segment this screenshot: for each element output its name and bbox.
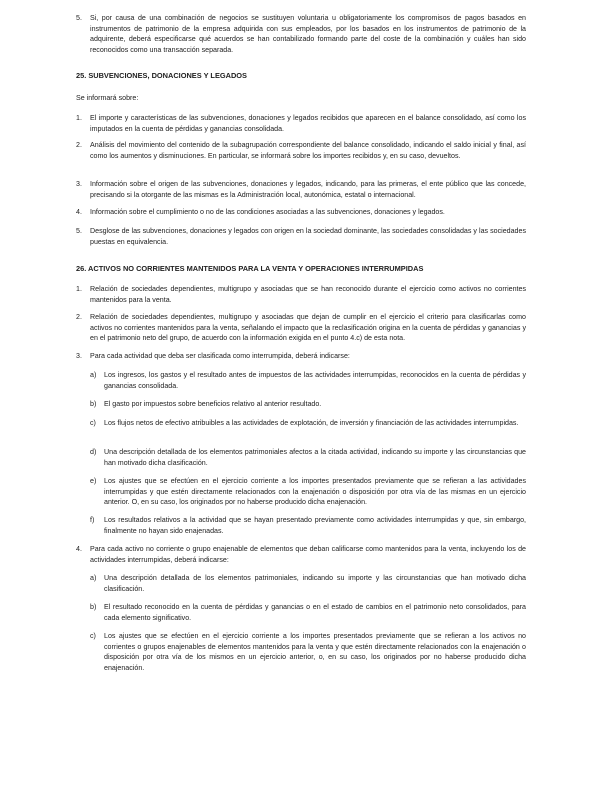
item-text: Desglose de las subvenciones, donaciones y legados con origen en la sociedad dominante, las sociedades consolidadas y las sociedades puestas en equivalencia. [90,227,526,246]
section-heading-26: 26. ACTIVOS NO CORRIENTES MANTENIDOS PARA LA VENTA Y OPERACIONES INTERRUMPIDAS [76,264,424,273]
subitem-letter: e) [90,477,97,485]
subitem-letter: a) [90,371,97,379]
item-text: Análisis del movimiento del contenido de la subagrupación correspondiente del balance consolidado, indicando el saldo inicial y final, así como los aumentos y disminuciones. En particular, se informará sobre los importes recibidos y, en su caso, devueltos. [90,141,526,160]
item-text: Relación de sociedades dependientes, multigrupo y asociadas que dejan de cumplir en el ejercicio el criterio para clasificarlas como activos no corrientes mantenidos para la venta, señalando el impacto que la reclasificación origina en la cuenta de pérdidas y ganancias y en el patrimonio neto del grupo, de acuerdo con la información exigida en el punto 4.c) de esta nota. [90,313,526,342]
item-text: Para cada actividad que deba ser clasificada como interrumpida, deberá indicarse: [90,352,350,360]
item-text: Para cada activo no corriente o grupo enajenable de elementos que deban calificarse como mantenidos para la venta, incluyendo los de actividades interrumpidas, deberá indicarse: [90,545,526,564]
subitem-text: Los flujos netos de efectivo atribuibles a las actividades de explotación, de inversión y financiación de las actividades interrumpidas. [104,419,519,427]
item-number: 5. [76,14,82,22]
subitem-letter: b) [90,603,97,611]
item-number: 3. [76,352,82,360]
subitem-text: Los resultados relativos a la actividad que se hayan presentado previamente como actividades interrumpidas y que, sin embargo, finalmente no hayan sido enajenadas. [104,516,526,535]
item-number: 4. [76,545,82,553]
item-number: 4. [76,208,82,216]
subitem-letter: b) [90,400,97,408]
subitem-text: Los ajustes que se efectúen en el ejercicio corriente a los importes presentados previamente que se refieran a los activos no corrientes o grupos enajenables de elementos mantenidos para la venta y que estén directamente relacionados con la enajenación o disposición por otra vía de los mismos en un ejercicio anterior, o, en su caso, los originados por no haberse producido dicha enajenación. [104,632,526,672]
subitem-letter: c) [90,419,96,427]
subitem-text: Los ajustes que se efectúen en el ejercicio corriente a los importes presentados previamente que se refieran a las actividades interrumpidas y que estén directamente relacionados con la enajenación o disposición por otra vía de las mismas en un ejercicio anterior. O, en su caso, los originados por no haberse producido dicha enajenación. [104,477,526,506]
item-number: 2. [76,313,82,321]
subitem-letter: d) [90,448,97,456]
item-number: 5. [76,227,82,235]
item-text: Información sobre el origen de las subvenciones, donaciones y legados, indicando, para las primeras, el ente público que las concede, precisando si la otorgante de las mismas es la Administración local, autonómica, estatal o internacional. [90,180,526,199]
item-number: 2. [76,141,82,149]
item-number: 1. [76,114,82,122]
subitem-letter: f) [90,516,95,524]
subitem-text: Una descripción detallada de los elementos patrimoniales, indicando su importe y las circunstancias que han motivado dicha clasificación. [104,574,526,593]
section-heading-25: 25. SUBVENCIONES, DONACIONES Y LEGADOS [76,71,247,80]
item-text: Información sobre el cumplimiento o no de las condiciones asociadas a las subvenciones, donaciones y legados. [90,208,445,216]
item-number: 1. [76,285,82,293]
subitem-text: Una descripción detallada de los elementos patrimoniales afectos a la citada actividad, indicando su importe y las circunstancias que han motivado dicha clasificación. [104,448,526,467]
subitem-text: El resultado reconocido en la cuenta de pérdidas y ganancias o en el estado de cambios en el patrimonio neto consolidados, para cada elemento significativo. [104,603,526,622]
item-text: El importe y características de las subvenciones, donaciones y legados recibidos que aparecen en el balance consolidado, así como los imputados en la cuenta de pérdidas y ganancias consolidada. [90,114,526,133]
item-text: Relación de sociedades dependientes, multigrupo y asociadas que se han reconocido durante el ejercicio como activos no corrientes mantenidos para la venta. [90,285,526,304]
subitem-text: Los ingresos, los gastos y el resultado antes de impuestos de las actividades interrumpidas, reconocidos en la cuenta de pérdidas y ganancias consolidada. [104,371,526,390]
subitem-letter: c) [90,632,96,640]
item-number: 3. [76,180,82,188]
item-text: Si, por causa de una combinación de negocios se sustituyen voluntaria u obligatoriamente los compromisos de pagos basados en instrumentos de patrimonio de la empresa adquirida con sus empleados, por los basados en los instrumentos de patrimonio de la adquirente, deberá especificarse qué acuerdos se han contabilizado formando parte del coste de la combinación y cuáles han sido reconocidos como una transacción separada. [90,14,526,54]
section-intro: Se informará sobre: [76,94,139,102]
subitem-letter: a) [90,574,97,582]
subitem-text: El gasto por impuestos sobre beneficios relativo al anterior resultado. [104,400,322,408]
